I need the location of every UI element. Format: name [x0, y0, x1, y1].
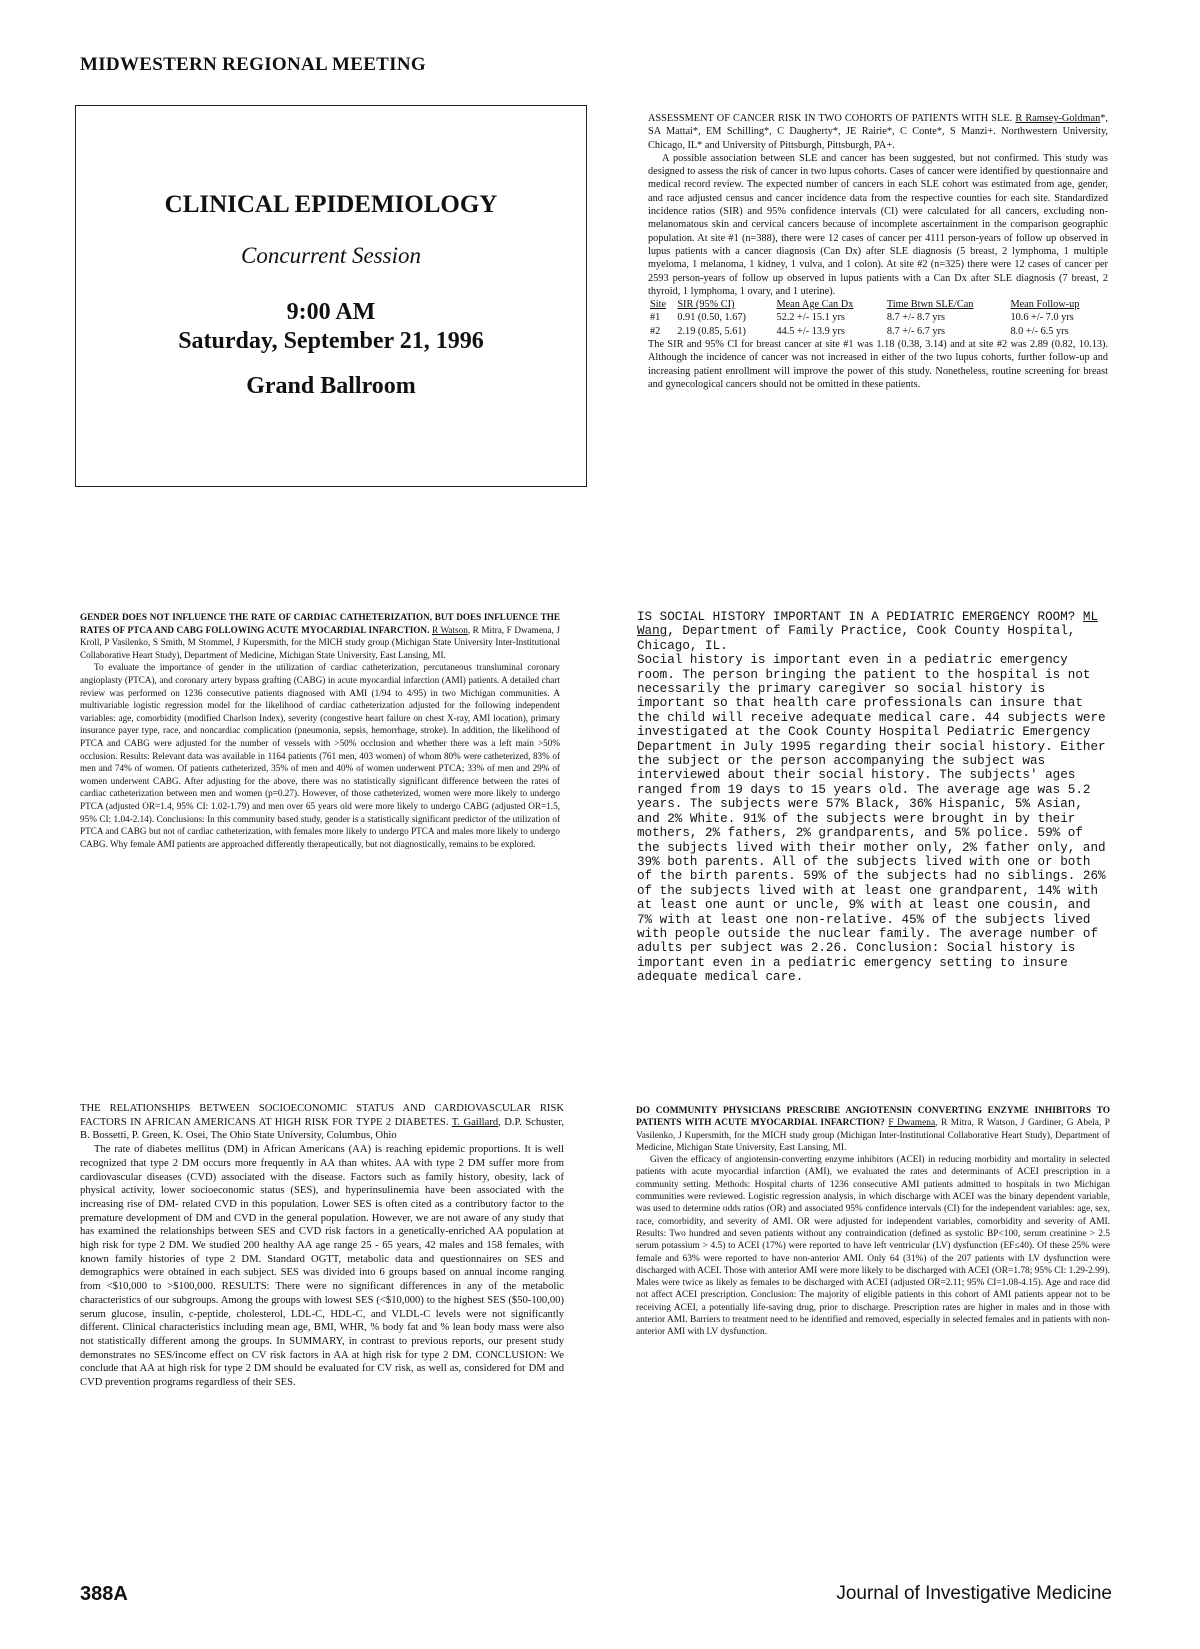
table-cell: 44.5 +/- 13.9 yrs	[776, 325, 845, 337]
table-header-cell: Mean Age Can Dx	[776, 299, 854, 311]
abstract-body: A possible association between SLE and cancer has been suggested, but not confirmed. This study was designed to assess the risk of cancer in two lupus cohorts. Cases of cancer were identified by questionnaire and medical record review. The expected number of cancers in each SLE cohort was estimated from age, gender, and race adjusted census and cancer incidence data from the respective counties for each site. Standardized incidence ratios (SIR) and 95% confidence intervals (CI) were calculated for all cancers, excluding non-melanomatous skin and cervical cancers because of incomplete ascertainment in the comparison geographic population. At site #1 (n=388), there were 12 cases of cancer per 4111 person-years of follow up observed in lupus patients with a cancer diagnosis (Can Dx) after SLE diagnosis (5 breast, 2 lymphoma, 1 multiple myeloma, 1 melanoma, 1 kidney, 1 vulva, and 1 colon). At site #2 (n=325) there were 12 cases of cancer per 2593 person-years of follow up observed in lupus patients with a Can Dx after SLE diagnosis (7 breast, 2 thyroid, 1 lymphoma, 1 ovary, and 1 uterine).	[648, 152, 1108, 297]
table-cell: #2	[650, 325, 661, 337]
table-cell: 8.7 +/- 8.7 yrs	[886, 312, 946, 324]
presenting-author: ML Wang	[637, 610, 1099, 639]
table-row	[648, 311, 1108, 324]
abstract-title: THE RELATIONSHIPS BETWEEN SOCIOECONOMIC STATUS AND CARDIOVASCULAR RISK FACTORS IN AFRICAN AMERICANS AT HIGH RISK FOR TYPE 2 DIABETES.	[80, 1103, 564, 1128]
table-cell: 10.6 +/- 7.0 yrs	[1010, 312, 1074, 324]
abstract-body: Given the efficacy of angiotensin-converting enzyme inhibitors (ACEI) in reducing morbidity and mortality in selected patients with acute myocardial infarction (AMI), we evaluated the rates and determinants of ACEI prescription in a community setting. Methods: Hospital charts of 1236 consecutive AMI patients admitted to hospitals in two Michigan communities were reviewed. Logistic regression analysis, in which discharge with ACEI was the binary dependent variable, was used to determine odds ratios (OR) and associated 95% confidence intervals (CI) for the independent variables: age, sex, race, comorbidity, and severity of AMI. OR were adjusted for independent variables, comorbidity and severity of AMI. Results: Two hundred and seven patients without any contraindication (defined as systolic BP<100, serum creatinine > 2.5 serum potassium > 4.5) to ACEI (17%) were reported to have left ventricular (LV) dysfunction (EF≤40). Of these 25% were female and 63% were reported to have non-anterior AMI. Only 64 (31%) of the 207 patients with LV dysfunction were discharged with ACEI. Those with anterior AMI were more likely to be discharged with ACEI (OR=1.78; 95% CI: 1.29-2.99). Males were twice as likely as females to be discharged with ACEI (adjusted OR=2.11; 95% CI=1.08-4.15). Age and race did not affect ACEI prescription. Conclusion: The majority of eligible patients in this cohort of AMI patients appear not to be receiving ACEI, a potentially life-saving drug, prior to discharge. Prescription rates are higher in males and in those with anterior AMI. Barriers to treatment need to be identified and removed, especially in selected females and in patients with non-anterior AMI with LV dysfunction.	[636, 1155, 1110, 1338]
abstract-title: DO COMMUNITY PHYSICIANS PRESCRIBE ANGIOTENSIN CONVERTING ENZYME INHIBITORS TO PATIENTS WITH ACUTE MYOCARDIAL INFARCTION?	[636, 1106, 1110, 1129]
table-header-cell: Time Btwn SLE/Can	[886, 299, 974, 311]
abstract-cancer-risk-sle	[648, 112, 1108, 391]
presenting-author: R Watson	[431, 624, 468, 635]
session-time: 9:00 AM	[286, 299, 376, 325]
session-date: Saturday, September 21, 1996	[178, 328, 484, 354]
meeting-header: MIDWESTERN REGIONAL MEETING	[80, 54, 426, 75]
table-cell: 0.91 (0.50, 1.67)	[677, 312, 746, 324]
session-box	[75, 105, 587, 487]
presenting-author: F Dwamena	[888, 1118, 936, 1129]
session-title: CLINICAL EPIDEMIOLOGY	[164, 191, 498, 218]
author-list: , Department of Family Practice, Cook County Hospital, Chicago, IL.	[637, 624, 1076, 653]
table-header-row	[648, 298, 1108, 311]
session-subtitle: Concurrent Session	[241, 243, 421, 268]
abstract-title-block	[637, 610, 1107, 653]
abstract-title-block	[636, 1105, 1110, 1154]
presenting-author: T. Gaillard	[451, 1116, 499, 1128]
table-cell: 8.7 +/- 6.7 yrs	[886, 325, 946, 337]
page-number: 388A	[80, 1583, 128, 1605]
session-room: Grand Ballroom	[246, 373, 416, 399]
abstract-body: The rate of diabetes mellitus (DM) in African Americans (AA) is reaching epidemic proportions. It is well recognized that type 2 DM occurs more frequently in AA than whites. AA with type 2 DM suffer more from cardiovascular diseases (CVD) associated with the disease. Factors such as family history, obesity, lack of physical activity, lower socioeconomic status (SES), and hyperinsulinemia have been associated with the increasing rise of DM- related CVD in this population. Lower SES is often cited as a contributory factor to the premature development of DM and CVD in the general population. However, we are not aware of any study that has examined the relationships between SES and CVD risk factors in a genetically-enriched AA population at high risk for type 2 DM. We studied 200 healthy AA age range 25 - 65 years, 42 males and 158 females, with known family histories of type 2 DM. Standard OGTT, metabolic data and questionnaires on SES and demographics were obtained in each subject. SES was divided into 6 groups based on annual income ranging from <$10,000 to >$100,000. RESULTS: There were no significant differences in any of the metabolic characteristics of our subgroups. Among the groups with lowest SES (<$10,000) to the highest SES ($50-100,00) serum glucose, insulin, c-peptide, cholesterol, LDL-C, HDL-C, and VLDL-C levels were not significantly different. Clinical characteristics including mean age, BMI, WHR, % body fat and % lean body mass were also not statistically different among the groups. In SUMMARY, in contrast to previous reports, our present study demonstrates no SES/income effect on CV risk factors in AA at high risk for type 2 DM. CONCLUSION: We conclude that AA at high risk for type 2 DM should be evaluated for CV risk, as well as, considered for DM and CVD prevention programs regardless of their SES.	[80, 1144, 564, 1389]
table-cell: 8.0 +/- 6.5 yrs	[1010, 325, 1069, 337]
abstract-acei-prescription	[636, 1105, 1110, 1339]
presenting-author: R Ramsey-Goldman	[1015, 113, 1101, 124]
table-cell: 52.2 +/- 15.1 yrs	[776, 312, 845, 324]
abstract-conclusion: The SIR and 95% CI for breast cancer at site #1 was 1.18 (0.38, 3.14) and at site #2 was 2.89 (0.82, 10.13). Although the incidence of cancer was not increased in either of the two lupus cohorts, further follow-up and increasing patient enrollment will improve the power of this study. Nonetheless, routine screening for breast and gynecological cancers should not be omitted in these patients.	[648, 339, 1108, 390]
abstract-title-block	[80, 611, 560, 661]
abstract-body: To evaluate the importance of gender in the utilization of cardiac catheterization, percutaneous transluminal coronary angioplasty (PTCA), and coronary artery bypass grafting (CABG) in acute myocardial infarction (AMI) patients. A detailed chart review was performed on 1236 consecutive patients diagnosed with AMI (1/94 to 4/95) in two Michigan communities. A multivariable logistic regression model for the likelihood of cardiac catheterization adjusted for the following independent variables: age, comorbidity (modified Charlson Index), severity (congestive heart failure on chest X-ray, AMI location), primary insurance payer type, race, and noncardiac complication (pneumonia, sepsis, hemorrhage, stroke). In addition, the likelihood of PTCA and CABG were adjusted for the number of vessels with >50% occlusion and whether there was a left main >50% occlusion. Results: Relevant data was available in 1164 patients (761 men, 403 women) of whom 80% were catheterized, 83% of men and 74% of women. Of patients catheterized, 35% of men and 40% of women underwent PTCA; 33% of men and 29% of women underwent CABG. After adjusting for the above, there was no statistically significant difference between the rates of cardiac catheterization between men and women (p=0.27). However, of those catheterized, women were more likely to undergo PTCA (adjusted OR=1.4, 95% CI: 1.02-1.79) and men over 65 years old were more likely to undergo CABG (adjusted OR=1.5, 95% CI: 1.04-2.14). Conclusions: In this community based study, gender is a statistically significant predictor of the utilization of PTCA and CABG but not of cardiac catheterization, with females more likely to undergo PTCA and males more likely to undergo CABG. Why female AMI patients are approached differently therapeutically, but not diagnostically, remains to be explored.	[80, 662, 560, 849]
abstract-body: Social history is important even in a pediatric emergency room. The person bringing the patient to the hospital is not necessarily the primary caregiver so social history is important so that health care professionals can insure that the child will receive adequate medical care. 44 subjects were investigated at the Cook County Hospital Pediatric Emergency Department in July 1995 regarding their social history. Either the subject or the person accompanying the subject was interviewed about their social history. The subjects' ages ranged from 19 days to 15 years old. The average age was 5.2 years. The subjects were 57% Black, 36% Hispanic, 5% Asian, and 2% White. 91% of the subjects were brought in by their mothers, 2% fathers, 2% grandparents, and 5% police. 59% of the subjects lived with their mother only, 2% father only, and 39% both parents. All of the subjects lived with one or both of the birth parents. 59% of the subjects had no siblings. 26% of the subjects lived with at least one grandparent, 14% with at least one aunt or uncle, 9% with at least one cousin, and 7% with at least one non-relative. 45% of the subjects lived with people outside the nuclear family. The average number of adults per subject was 2.26. Conclusion: Social history is important even in a pediatric emergency setting to insure adequate medical care.	[637, 653, 1106, 985]
abstract-title: ASSESSMENT OF CANCER RISK IN TWO COHORTS OF PATIENTS WITH SLE.	[648, 113, 1013, 124]
sir-table	[648, 298, 1108, 338]
abstract-gender-catheterization	[80, 611, 560, 850]
table-row	[648, 325, 1108, 338]
abstract-title: IS SOCIAL HISTORY IMPORTANT IN A PEDIATRIC EMERGENCY ROOM?	[637, 610, 1076, 624]
abstract-title-block	[80, 1102, 564, 1143]
journal-name: Journal of Investigative Medicine	[836, 1583, 1112, 1604]
author-list: , R Mitra, R Watson, J Gardiner, G Abela, P Vasilenko, J Kupersmith, for the MICH study group (Michigan Inter-Institutional Collaborative Heart Study), Department of Medicine, Michigan State University, East Lansing, MI.	[636, 1118, 1111, 1153]
table-header-cell: Mean Follow-up	[1010, 299, 1080, 311]
abstract-ses-cardiovascular	[80, 1102, 564, 1390]
table-header-cell: Site	[650, 299, 667, 311]
author-list: , D.P. Schuster, B. Bossetti, P. Green, K. Osei, The Ohio State University, Columbus, Ohio	[80, 1116, 564, 1142]
abstract-social-history	[637, 610, 1107, 985]
author-list: , R Mitra, F Dwamena, J Kroll, P Vasilenko, S Smith, M Stommel, J Kupersmith, for the MICH study group (Michigan State University Inter-Institutional Collaborative Heart Study), Department of Medicine, Michigan State University, East Lansing, MI.	[80, 624, 561, 660]
author-list: *, SA Mattai*, EM Schilling*, C Daugherty*, JE Rairie*, C Conte*, S Manzi+. Northwestern University, Chicago, IL* and University of Pittsburgh, Pittsburgh, PA+.	[648, 113, 1108, 151]
table-cell: 2.19 (0.85, 5.61)	[677, 325, 746, 337]
abstract-title: GENDER DOES NOT INFLUENCE THE RATE OF CARDIAC CATHETERIZATION, BUT DOES INFLUENCE THE RATES OF PTCA AND CABG FOLLOWING ACUTE MYOCARDIAL INFARCTION.	[80, 612, 560, 635]
table-cell: #1	[650, 312, 661, 324]
abstract-title-block	[648, 112, 1108, 152]
table-header-cell: SIR (95% CI)	[677, 299, 735, 311]
